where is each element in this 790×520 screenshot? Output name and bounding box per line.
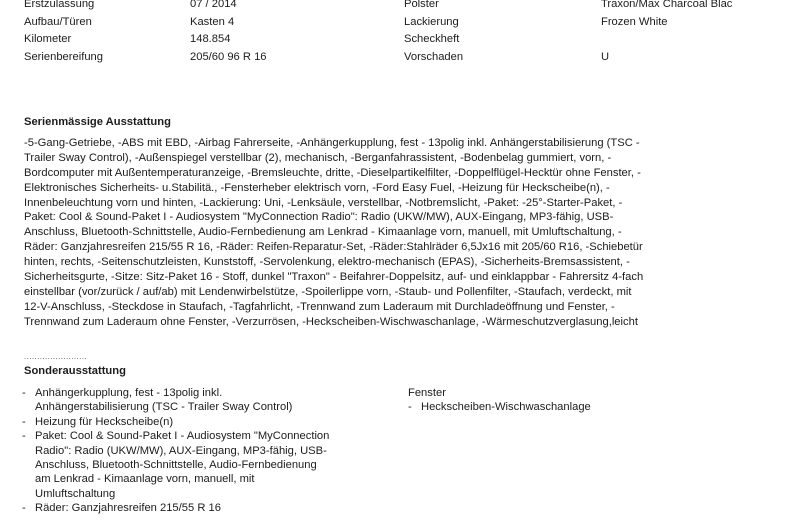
text-line: Trailer Sway Control), -Außenspiegel verstellbar (2), mechanisch, -Berganfahrassistent, -Bodenbelag gummiert, vorn, - bbox=[24, 151, 612, 164]
spec-value: Frozen White bbox=[601, 15, 668, 28]
text-line: Paket: Cool & Sound-Paket I - Audiosystem "MyConnection Radio": Radio (UKW/MW), AUX-Eingang, MP3-fähig, USB- bbox=[24, 211, 614, 224]
bullet: - bbox=[22, 415, 26, 428]
text-line: Innenbeleuchtung vorn und hinten, -Lackierung: Uni, -Lenksäule, verstellbar, -Notbremslicht, -Paket: -25°-Starter-Paket, - bbox=[24, 196, 623, 209]
bullet: - bbox=[22, 430, 26, 443]
spec-label: Lackierung bbox=[404, 15, 459, 28]
text-line: 12-V-Anschluss, -Steckdose in Staufach, -Tagfahrlicht, -Trennwand zum Laderaum mit Durchladeöffnung und Fenster, - bbox=[24, 300, 615, 313]
list-item-line: Paket: Cool & Sound-Paket I - Audiosystem "MyConnection bbox=[35, 430, 330, 443]
text-line: Sicherheitsgurte, -Sitze: Sitz-Paket 16 - Stoff, dunkel "Traxon" - Beifahrer-Doppelsitz, auf- und einklappbar - Fahrersitz 4-fach bbox=[24, 271, 644, 284]
bullet: - bbox=[22, 502, 26, 515]
spec-value: Traxon/Max Charcoal Blac bbox=[601, 0, 733, 10]
list-item bbox=[22, 415, 329, 429]
text-line: Elektronisches Sicherheits- u.Stabilitä., -Fensterheber elektrisch vorn, -Ford Easy Fuel, -Heizung für Heckscheibe(n), - bbox=[24, 181, 610, 194]
optional-equipment-list-right bbox=[408, 386, 591, 415]
spec-label: Polster bbox=[404, 0, 439, 10]
list-item bbox=[22, 429, 329, 501]
text-line: Räder: Ganzjahresreifen 215/55 R 16, -Räder: Reifen-Reparatur-Set, -Räder:Stahlräder 6,5Jx16 mit 205/60 R16, -Schiebetür bbox=[24, 241, 643, 254]
text-line: Trennwand zum Laderaum ohne Fenster, -Verzurrösen, -Heckscheiben-Wischwaschanlage, -Wärmeschutzverglasung,leicht bbox=[24, 315, 638, 328]
text-line: Anschluss, Bluetooth-Schnittstelle, Audio-Fernbedienung am Lenkrad - Kimaanlage vorn, manuell, mit Umluftschaltung, - bbox=[24, 226, 622, 239]
list-item-line: Radio": Radio (UKW/MW), AUX-Eingang, MP3-fähig, USB- bbox=[35, 444, 327, 457]
optional-equipment-list-left bbox=[22, 386, 329, 516]
spec-value: 148.854 bbox=[190, 33, 231, 46]
list-item-line: Anhängerstabilisierung (TSC - Trailer Sway Control) bbox=[35, 401, 293, 414]
list-item bbox=[22, 501, 329, 515]
spec-value: 07 / 2014 bbox=[190, 0, 237, 10]
list-item-line: Räder: Ganzjahresreifen 215/55 R 16 bbox=[35, 502, 221, 515]
list-item-line: Heckscheiben-Wischwaschanlage bbox=[421, 401, 591, 414]
text-line: einstellbar (vor/zurück / auf/ab) mit Lendenwirbelstütze, -Spoilerlippe vorn, -Staub- und Pollenfilter, -Staufach, verdeckt, mit bbox=[24, 285, 632, 298]
spec-label: Scheckheft bbox=[404, 33, 460, 46]
text-line: Bordcomputer mit Außentemperaturanzeige, -Bremsleuchte, dritte, -Dieselpartikelfilter, -Doppelflügel-Hecktür ohne Fenster, - bbox=[24, 166, 641, 179]
standard-equipment-text bbox=[24, 136, 784, 330]
list-item-line: Anhängerkupplung, fest - 13polig inkl. bbox=[35, 387, 223, 399]
text-line: -5-Gang-Getriebe, -ABS mit EBD, -Airbag Fahrerseite, -Anhängerkupplung, fest - 13polig inkl. Anhängerstabilisierung (TSC - bbox=[24, 137, 640, 149]
list-item-line: Heizung für Heckscheibe(n) bbox=[35, 415, 174, 428]
truncation-dots: ........................ bbox=[24, 352, 87, 361]
spec-label: Vorschaden bbox=[404, 50, 464, 63]
list-item-continuation: Fenster bbox=[408, 387, 446, 399]
spec-value: U bbox=[601, 50, 610, 63]
spec-label: Aufbau/Türen bbox=[24, 15, 92, 28]
list-item-line: Anschluss, Bluetooth-Schnittstelle, Audio-Fernbedienung bbox=[35, 458, 317, 471]
spec-label: Erstzulassung bbox=[24, 0, 95, 10]
spec-label: Serienbereifung bbox=[24, 50, 103, 63]
spec-value: Kasten 4 bbox=[190, 15, 235, 28]
standard-equipment-heading: Serienmässige Ausstattung bbox=[24, 116, 171, 128]
bullet: - bbox=[22, 387, 26, 399]
list-item bbox=[22, 386, 329, 415]
list-item-line: Umluftschaltung bbox=[35, 487, 116, 500]
bullet: - bbox=[408, 401, 412, 414]
spec-label: Kilometer bbox=[24, 33, 72, 46]
list-item bbox=[408, 400, 591, 414]
spec-value: 205/60 96 R 16 bbox=[190, 50, 267, 63]
list-item-line: am Lenkrad - Kimaanlage vorn, manuell, mit bbox=[35, 473, 255, 486]
optional-equipment-heading: Sonderausstattung bbox=[24, 365, 126, 377]
text-line: hinten, rechts, -Seitenschutzleisten, Kunststoff, -Servolenkung, elektro-mechanisch (EPAS), -Sicherheits-Bremsassistent, - bbox=[24, 256, 630, 269]
